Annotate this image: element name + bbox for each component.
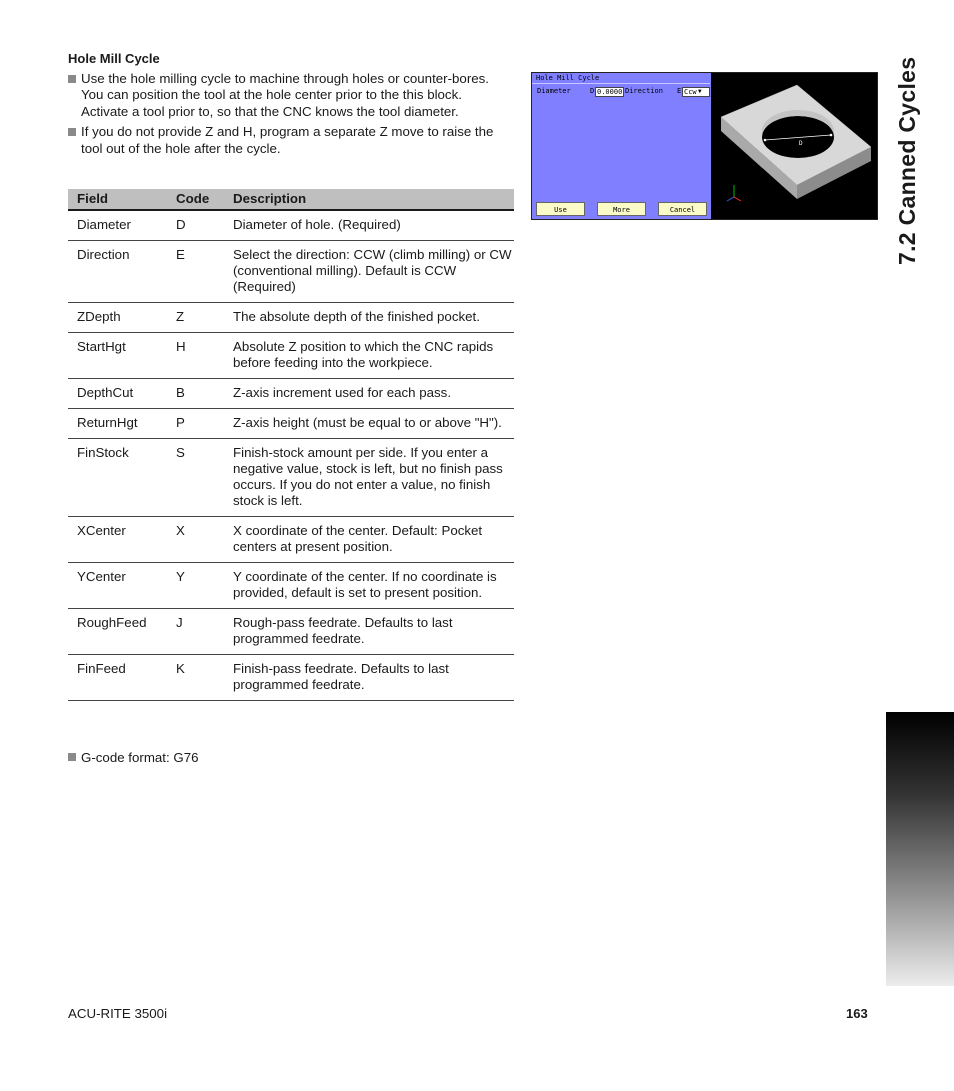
cell-field: FinStock [68,439,176,517]
table-header-row [68,189,514,210]
bullet-item [68,71,508,120]
cell-field: YCenter [68,563,176,609]
cell-field: Diameter [68,210,176,241]
header-field: Field [68,189,176,210]
dimension-end-right [830,134,833,137]
cell-field: ZDepth [68,303,176,333]
table-row [68,409,514,439]
cell-description: Diameter of hole. (Required) [233,210,514,241]
cell-code: E [176,241,233,303]
cell-field: ReturnHgt [68,409,176,439]
cell-description: Finish-stock amount per side. If you enter a negative value, stock is left, but no finish pass occurs. If you do not enter a value, no finish stock is left. [233,439,514,517]
cell-field: DepthCut [68,379,176,409]
use-button[interactable]: Use [536,202,585,216]
table-row [68,379,514,409]
gcode-note [68,750,199,765]
diameter-input[interactable]: 0.0000 [597,88,623,96]
cancel-button[interactable]: Cancel [658,202,707,216]
cell-field: RoughFeed [68,609,176,655]
header-description: Description [233,189,514,210]
bullet-text: Use the hole milling cycle to machine through holes or counter-bores. You can position the tool at the hole center prior to the this block. Activate a tool prior to, so that the CNC knows the tool diameter. [81,71,489,119]
softkey-bar [532,200,710,219]
cell-code: J [176,609,233,655]
diameter-code: D [590,87,595,95]
cell-code: B [176,379,233,409]
direction-code: E [677,87,682,95]
section-heading: Hole Mill Cycle [68,51,160,66]
bullet-square-icon [68,128,76,136]
direction-select[interactable] [682,87,710,97]
cell-code: Z [176,303,233,333]
cell-code: X [176,517,233,563]
dimension-end-left [764,139,767,142]
hole-ellipse [762,116,834,158]
table-row [68,333,514,379]
cell-description: Z-axis height (must be equal to or above "H"). [233,409,514,439]
cell-field: XCenter [68,517,176,563]
cell-field: StartHgt [68,333,176,379]
bullet-text: If you do not provide Z and H, program a separate Z move to raise the tool out of the hole after the cycle. [81,124,494,156]
table-row [68,210,514,241]
table-row [68,517,514,563]
more-button[interactable]: More [597,202,646,216]
footer-product: ACU-RITE 3500i [68,1006,168,1021]
table-row [68,241,514,303]
table-row [68,303,514,333]
direction-label: Direction [625,87,663,95]
cell-description: Rough-pass feedrate. Defaults to last programmed feedrate. [233,609,514,655]
cycle-form-panel [532,73,710,219]
bullet-square-icon [68,753,76,761]
table-row [68,655,514,701]
cell-field: FinFeed [68,655,176,701]
header-code: Code [176,189,233,210]
cell-code: K [176,655,233,701]
cell-description: Y coordinate of the center. If no coordinate is provided, default is set to present position. [233,563,514,609]
cell-code: S [176,439,233,517]
table-row [68,563,514,609]
table-row [68,439,514,517]
direction-value: Ccw [684,88,697,96]
axis-y [727,197,734,201]
table-row [68,609,514,655]
part-illustration [711,73,877,219]
axis-x [734,197,741,201]
chapter-side-title: 7.2 Canned Cycles [894,56,920,265]
cycle-form-row [532,85,710,97]
cell-code: Y [176,563,233,609]
cell-description: Select the direction: CCW (climb milling) or CW (conventional milling). Default is CCW (Required) [233,241,514,303]
cell-description: X coordinate of the center. Default: Pocket centers at present position. [233,517,514,563]
page-number: 163 [846,1006,868,1021]
cell-description: Finish-pass feedrate. Defaults to last programmed feedrate. [233,655,514,701]
dimension-label: D [799,140,803,147]
chapter-tab-gradient [886,712,954,986]
cell-field: Direction [68,241,176,303]
part-3d-view [711,73,877,219]
gcode-text: G-code format: G76 [81,750,199,765]
parameter-table [68,189,514,701]
cell-code: H [176,333,233,379]
cnc-screenshot [531,72,878,220]
cell-description: The absolute depth of the finished pocket. [233,303,514,333]
bullet-square-icon [68,75,76,83]
diameter-label: Diameter [537,87,571,95]
cycle-window-title: Hole Mill Cycle [532,73,710,84]
cell-description: Absolute Z position to which the CNC rapids before feeding into the workpiece. [233,333,514,379]
bullet-item [68,124,508,157]
cell-code: D [176,210,233,241]
cell-code: P [176,409,233,439]
cell-description: Z-axis increment used for each pass. [233,379,514,409]
intro-bullets [68,71,508,161]
dropdown-arrow-icon: ▼ [698,88,702,95]
